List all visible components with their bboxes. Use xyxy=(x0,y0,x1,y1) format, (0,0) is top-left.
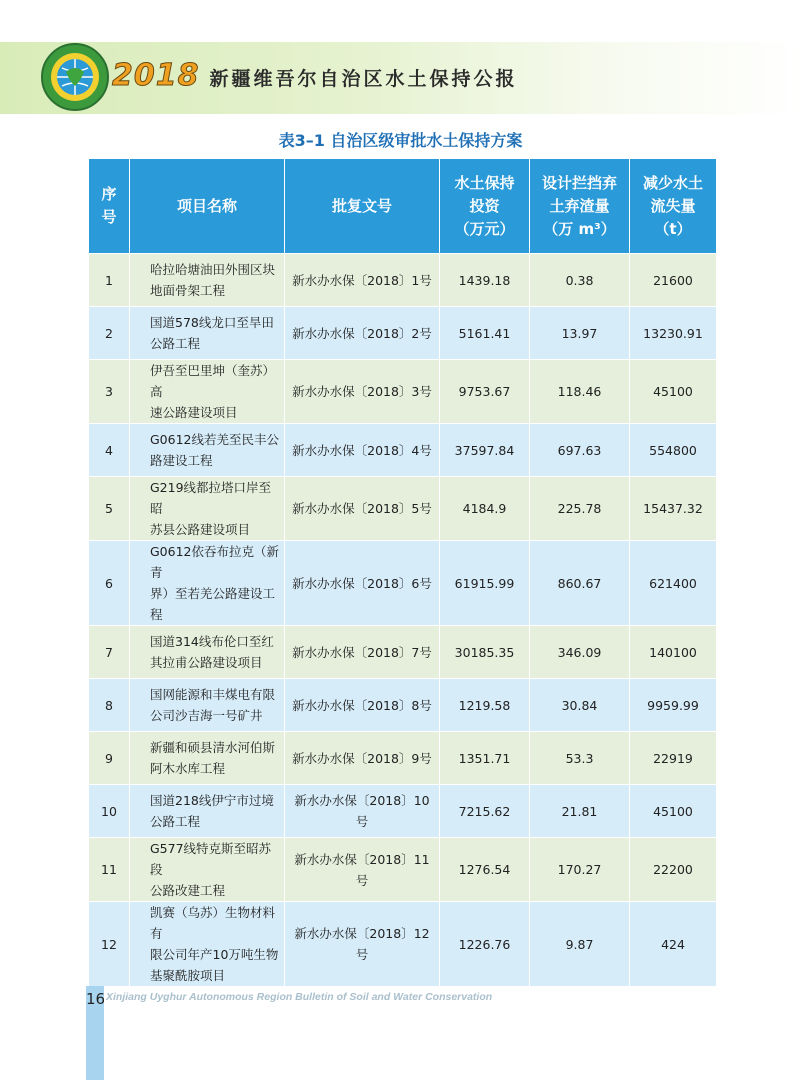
cell-seq: 9 xyxy=(89,732,130,785)
cell-reduce: 621400 xyxy=(630,541,717,626)
header-invest-line: 投资 xyxy=(469,196,500,215)
header-reduce-line: 减少水土 xyxy=(642,173,703,192)
cell-name xyxy=(130,838,285,902)
cell-name-line: 公路工程 xyxy=(150,814,201,829)
header-title xyxy=(112,58,518,98)
cell-name xyxy=(130,679,285,732)
header-name: 项目名称 xyxy=(130,159,285,254)
header-invest-line: （万元） xyxy=(454,219,515,238)
cell-reduce: 21600 xyxy=(630,254,717,307)
header-year: 2018 xyxy=(112,58,200,93)
cell-name-line: 凯赛（乌苏）生物材料有 xyxy=(150,905,276,941)
cell-invest: 1439.18 xyxy=(440,254,530,307)
cell-name-line: G0612依吞布拉克（新青 xyxy=(150,544,279,580)
cell-seq: 6 xyxy=(89,541,130,626)
cell-name xyxy=(130,307,285,360)
cell-invest: 61915.99 xyxy=(440,541,530,626)
cell-name xyxy=(130,360,285,424)
footer-text: Xinjiang Uyghur Autonomous Region Bulletin of Soil and Water Conservation xyxy=(106,991,493,1003)
table-row xyxy=(89,785,717,838)
cell-name-line: 新疆和硕县清水河伯斯 xyxy=(150,740,276,755)
table-row xyxy=(89,732,717,785)
cell-reduce: 22200 xyxy=(630,838,717,902)
cell-doc: 新水办水保〔2018〕1号 xyxy=(285,254,440,307)
cell-invest: 7215.62 xyxy=(440,785,530,838)
cell-name-line: 限公司年产10万吨生物 xyxy=(150,947,279,962)
cell-doc: 新水办水保〔2018〕3号 xyxy=(285,360,440,424)
approval-table xyxy=(88,158,717,987)
cell-name-line: 国道314线布伦口至红 xyxy=(150,634,274,649)
cell-doc: 新水办水保〔2018〕6号 xyxy=(285,541,440,626)
cell-seq: 11 xyxy=(89,838,130,902)
table-row xyxy=(89,360,717,424)
cell-reduce: 22919 xyxy=(630,732,717,785)
header-waste-line: （万 m³） xyxy=(543,219,616,238)
table-header-row xyxy=(89,159,717,254)
cell-waste: 118.46 xyxy=(530,360,630,424)
header-doc: 批复文号 xyxy=(285,159,440,254)
cell-invest: 4184.9 xyxy=(440,477,530,541)
cell-seq: 2 xyxy=(89,307,130,360)
cell-doc: 新水办水保〔2018〕4号 xyxy=(285,424,440,477)
cell-name xyxy=(130,732,285,785)
cell-name-line: 国道578线龙口至旱田 xyxy=(150,315,274,330)
cell-waste: 0.38 xyxy=(530,254,630,307)
table-row xyxy=(89,679,717,732)
cell-name-line: 基聚酰胺项目 xyxy=(150,968,226,983)
cell-name-line: 国道218线伊宁市过境 xyxy=(150,793,274,808)
cell-name-line: G0612线若羌至民丰公 xyxy=(150,432,279,447)
cell-name xyxy=(130,541,285,626)
cell-seq: 1 xyxy=(89,254,130,307)
cell-name-line: 路建设工程 xyxy=(150,453,213,468)
cell-invest: 1226.76 xyxy=(440,902,530,987)
table-row xyxy=(89,838,717,902)
cell-name xyxy=(130,785,285,838)
header-text: 新疆维吾尔自治区水土保持公报 xyxy=(209,68,518,90)
cell-name-line: 公路改建工程 xyxy=(150,883,226,898)
header-waste-line: 土弃渣量 xyxy=(549,196,610,215)
cell-doc: 新水办水保〔2018〕10号 xyxy=(285,785,440,838)
cell-waste: 30.84 xyxy=(530,679,630,732)
cell-waste: 225.78 xyxy=(530,477,630,541)
cell-seq: 7 xyxy=(89,626,130,679)
cell-name xyxy=(130,626,285,679)
cell-doc: 新水办水保〔2018〕12号 xyxy=(285,902,440,987)
cell-waste: 697.63 xyxy=(530,424,630,477)
cell-doc: 新水办水保〔2018〕11号 xyxy=(285,838,440,902)
cell-reduce: 13230.91 xyxy=(630,307,717,360)
cell-invest: 1351.71 xyxy=(440,732,530,785)
header-seq xyxy=(89,159,130,254)
table-row xyxy=(89,626,717,679)
cell-invest: 30185.35 xyxy=(440,626,530,679)
cell-reduce: 45100 xyxy=(630,785,717,838)
table-row xyxy=(89,254,717,307)
cell-reduce: 140100 xyxy=(630,626,717,679)
cell-reduce: 15437.32 xyxy=(630,477,717,541)
cell-waste: 9.87 xyxy=(530,902,630,987)
table-title: 表3–1 自治区级审批水土保持方案 xyxy=(278,131,523,150)
page-number: 16 xyxy=(86,990,106,1008)
cell-invest: 5161.41 xyxy=(440,307,530,360)
cell-reduce: 424 xyxy=(630,902,717,987)
table-row xyxy=(89,424,717,477)
table-row xyxy=(89,541,717,626)
cell-name-line: 速公路建设项目 xyxy=(150,405,238,420)
cell-waste: 170.27 xyxy=(530,838,630,902)
cell-name-line: 其拉甫公路建设项目 xyxy=(150,655,263,670)
cell-name-line: 国网能源和丰煤电有限 xyxy=(150,687,276,702)
cell-name-line: 地面骨架工程 xyxy=(150,283,226,298)
cell-invest: 37597.84 xyxy=(440,424,530,477)
cell-waste: 860.67 xyxy=(530,541,630,626)
table-row xyxy=(89,902,717,987)
cell-invest: 9753.67 xyxy=(440,360,530,424)
header-waste-line: 设计拦挡弃 xyxy=(541,173,617,192)
header-seq-line: 号 xyxy=(101,208,117,226)
cell-name xyxy=(130,477,285,541)
cell-doc: 新水办水保〔2018〕7号 xyxy=(285,626,440,679)
cell-seq: 8 xyxy=(89,679,130,732)
cell-invest: 1219.58 xyxy=(440,679,530,732)
header-reduce-line: （t） xyxy=(654,219,692,238)
cell-reduce: 9959.99 xyxy=(630,679,717,732)
table-row xyxy=(89,477,717,541)
header-reduce-line: 流失量 xyxy=(650,196,696,215)
cell-name-line: 伊吾至巴里坤（奎苏）高 xyxy=(150,363,276,399)
cell-name xyxy=(130,902,285,987)
cell-doc: 新水办水保〔2018〕2号 xyxy=(285,307,440,360)
header-reduce xyxy=(630,159,717,254)
header-invest xyxy=(440,159,530,254)
cell-name-line: 阿木水库工程 xyxy=(150,761,226,776)
cell-waste: 346.09 xyxy=(530,626,630,679)
cell-doc: 新水办水保〔2018〕9号 xyxy=(285,732,440,785)
table-row xyxy=(89,307,717,360)
cell-name-line: 哈拉哈塘油田外围区块 xyxy=(150,262,276,277)
cell-seq: 12 xyxy=(89,902,130,987)
cell-name xyxy=(130,254,285,307)
cell-waste: 21.81 xyxy=(530,785,630,838)
cell-seq: 3 xyxy=(89,360,130,424)
cell-name xyxy=(130,424,285,477)
cell-seq: 5 xyxy=(89,477,130,541)
cell-name-line: G577线特克斯至昭苏段 xyxy=(150,841,272,877)
cell-name-line: 苏县公路建设项目 xyxy=(150,522,251,537)
globe-emblem-icon xyxy=(40,42,110,112)
cell-seq: 4 xyxy=(89,424,130,477)
cell-name-line: 界）至若羌公路建设工程 xyxy=(150,586,276,622)
cell-name-line: 公路工程 xyxy=(150,336,201,351)
cell-waste: 53.3 xyxy=(530,732,630,785)
header-invest-line: 水土保持 xyxy=(454,173,515,192)
header-waste xyxy=(530,159,630,254)
cell-seq: 10 xyxy=(89,785,130,838)
cell-name-line: 公司沙吉海一号矿井 xyxy=(150,708,263,723)
cell-reduce: 45100 xyxy=(630,360,717,424)
cell-reduce: 554800 xyxy=(630,424,717,477)
cell-doc: 新水办水保〔2018〕5号 xyxy=(285,477,440,541)
cell-waste: 13.97 xyxy=(530,307,630,360)
header-seq-line: 序 xyxy=(101,185,117,203)
cell-invest: 1276.54 xyxy=(440,838,530,902)
cell-doc: 新水办水保〔2018〕8号 xyxy=(285,679,440,732)
cell-name-line: G219线都拉塔口岸至昭 xyxy=(150,480,272,516)
